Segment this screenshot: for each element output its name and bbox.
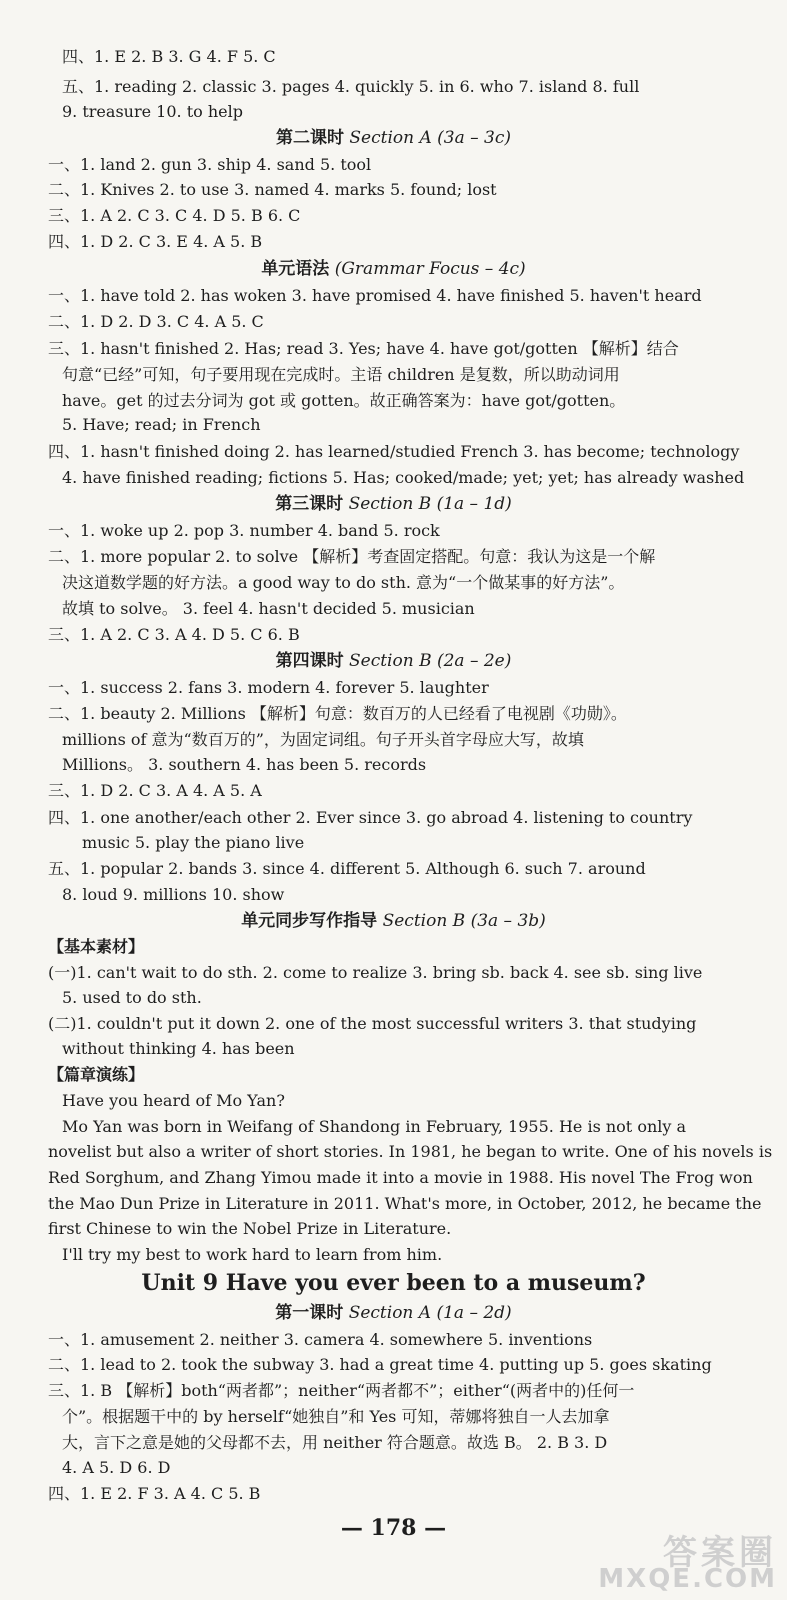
section-heading — [0, 1300, 787, 1326]
unit-title: Unit 9 Have you ever been to a museum? — [141, 1270, 646, 1296]
essay-line: Mo Yan was born in Weifang of Shandong in February, 1955. He is not only a — [62, 1117, 687, 1136]
answer-line: 五、1. popular 2. bands 3. since 4. different 5. Although 6. such 7. around — [48, 859, 646, 878]
answer-line: have。get 的过去分词为 got 或 gotten。故正确答案为：have got/gotten。 — [62, 391, 626, 410]
answer-line: 一、1. woke up 2. pop 3. number 4. band 5. rock — [48, 521, 440, 540]
answer-line: 一、1. land 2. gun 3. ship 4. sand 5. tool — [48, 155, 372, 174]
answer-line: without thinking 4. has been — [62, 1039, 295, 1058]
answer-line: 9. treasure 10. to help — [62, 102, 243, 121]
answer-line: (一)1. can't wait to do sth. 2. come to realize 3. bring sb. back 4. see sb. sing live — [48, 963, 703, 982]
section-heading-cn: 单元同步写作指导 — [241, 911, 378, 931]
answer-line: 句意“已经”可知，句子要用现在完成时。主语 children 是复数，所以助动词用 — [62, 365, 620, 384]
answer-line: 四、1. E 2. F 3. A 4. C 5. B — [48, 1484, 261, 1503]
essay-line: Red Sorghum, and Zhang Yimou made it into a movie in 1988. His novel The Frog won — [48, 1168, 753, 1187]
answer-line: 四、1. one another/each other 2. Ever since 3. go abroad 4. listening to country — [48, 808, 693, 827]
answer-line: (二)1. couldn't put it down 2. one of the most successful writers 3. that studying — [48, 1014, 697, 1033]
answer-line: music 5. play the piano live — [82, 833, 305, 852]
answer-line: 4. A 5. D 6. D — [62, 1458, 171, 1477]
answer-line: 4. have finished reading; fictions 5. Has; cooked/made; yet; yet; has already washed — [62, 468, 745, 487]
answer-line: 大，言下之意是她的父母都不去，用 neither 符合题意。故选 B。 2. B 3. D — [62, 1433, 608, 1452]
section-heading-cn: 单元语法 — [261, 259, 330, 279]
essay-line: Have you heard of Mo Yan? — [62, 1091, 285, 1110]
essay-line: the Mao Dun Prize in Literature in 2011. What's more, in October, 2012, he became the — [48, 1194, 762, 1213]
answer-line: 二、1. beauty 2. Millions 【解析】句意：数百万的人已经看了电视剧《功勋》。 — [48, 704, 627, 723]
section-heading-cn: 第一课时 — [275, 1303, 344, 1323]
watermark-url: MXQE.COM — [598, 1564, 777, 1594]
answer-line: 5. used to do sth. — [62, 988, 202, 1007]
section-heading-en: Section B (3a – 3b) — [382, 911, 546, 931]
answer-line: 故填 to solve。 3. feel 4. hasn't decided 5. musician — [62, 599, 475, 618]
answer-line: 三、1. A 2. C 3. C 4. D 5. B 6. C — [48, 206, 301, 225]
answer-line: 二、1. more popular 2. to solve 【解析】考查固定搭配。句意：我认为这是一个解 — [48, 547, 656, 566]
answer-line: 三、1. A 2. C 3. A 4. D 5. C 6. B — [48, 625, 300, 644]
answer-line: millions of 意为“数百万的”，为固定词组。句子开头首字母应大写，故填 — [62, 730, 584, 749]
answer-line: 四、1. E 2. B 3. G 4. F 5. C — [62, 47, 276, 66]
answer-line: 二、1. lead to 2. took the subway 3. had a great time 4. putting up 5. goes skating — [48, 1355, 712, 1374]
answer-line: 四、1. D 2. C 3. E 4. A 5. B — [48, 232, 263, 251]
page-number: — 178 — — [340, 1515, 447, 1541]
answer-line: 二、1. D 2. D 3. C 4. A 5. C — [48, 312, 264, 331]
section-heading — [0, 491, 787, 517]
answer-line: 一、1. amusement 2. neither 3. camera 4. somewhere 5. inventions — [48, 1330, 593, 1349]
subsection-label: 【基本素材】 — [48, 937, 145, 956]
answer-line: 三、1. B 【解析】both“两者都”；neither“两者都不”；either“(两者中的)任何一 — [48, 1381, 635, 1400]
section-heading-en: Section A (1a – 2d) — [348, 1303, 512, 1323]
answer-line: 个”。根据题干中的 by herself“她独自”和 Yes 可知，蒂娜将独自一人去加拿 — [62, 1407, 610, 1426]
answer-line: 四、1. hasn't finished doing 2. has learned/studied French 3. has become; technology — [48, 442, 740, 461]
section-heading-en: Section B (2a – 2e) — [349, 651, 512, 671]
answer-line: 五、1. reading 2. classic 3. pages 4. quickly 5. in 6. who 7. island 8. full — [62, 77, 640, 96]
answer-line: 二、1. Knives 2. to use 3. named 4. marks 5. found; lost — [48, 180, 497, 199]
section-heading-cn: 第四课时 — [275, 651, 344, 671]
answer-line: 8. loud 9. millions 10. show — [62, 885, 285, 904]
section-heading — [0, 256, 787, 282]
essay-line: I'll try my best to work hard to learn from him. — [62, 1245, 443, 1264]
answer-line: 一、1. have told 2. has woken 3. have promised 4. have finished 5. haven't heard — [48, 286, 702, 305]
answer-line: 决这道数学题的好方法。a good way to do sth. 意为“一个做某事的好方法”。 — [62, 573, 625, 592]
essay-line: novelist but also a writer of short stories. In 1981, he began to write. One of his novels is — [48, 1142, 773, 1161]
watermark-logo-text: 答案圈 — [663, 1533, 777, 1573]
site-watermark — [598, 1533, 777, 1594]
section-heading — [0, 125, 787, 151]
subsection-label: 【篇章演练】 — [48, 1065, 145, 1084]
section-heading-en: Section B (1a – 1d) — [348, 494, 512, 514]
section-heading — [0, 648, 787, 674]
section-heading-en: (Grammar Focus – 4c) — [334, 259, 526, 279]
answer-line: Millions。 3. southern 4. has been 5. records — [62, 755, 427, 774]
essay-line: first Chinese to win the Nobel Prize in Literature. — [48, 1219, 452, 1238]
section-heading — [0, 908, 787, 934]
answer-line: 三、1. hasn't finished 2. Has; read 3. Yes; have 4. have got/gotten 【解析】结合 — [48, 339, 679, 358]
answer-line: 5. Have; read; in French — [62, 415, 261, 434]
answer-line: 一、1. success 2. fans 3. modern 4. forever 5. laughter — [48, 678, 489, 697]
section-heading-cn: 第三课时 — [275, 494, 344, 514]
section-heading-cn: 第二课时 — [275, 128, 344, 148]
section-heading-en: Section A (3a – 3c) — [349, 128, 512, 148]
answer-line: 三、1. D 2. C 3. A 4. A 5. A — [48, 781, 262, 800]
